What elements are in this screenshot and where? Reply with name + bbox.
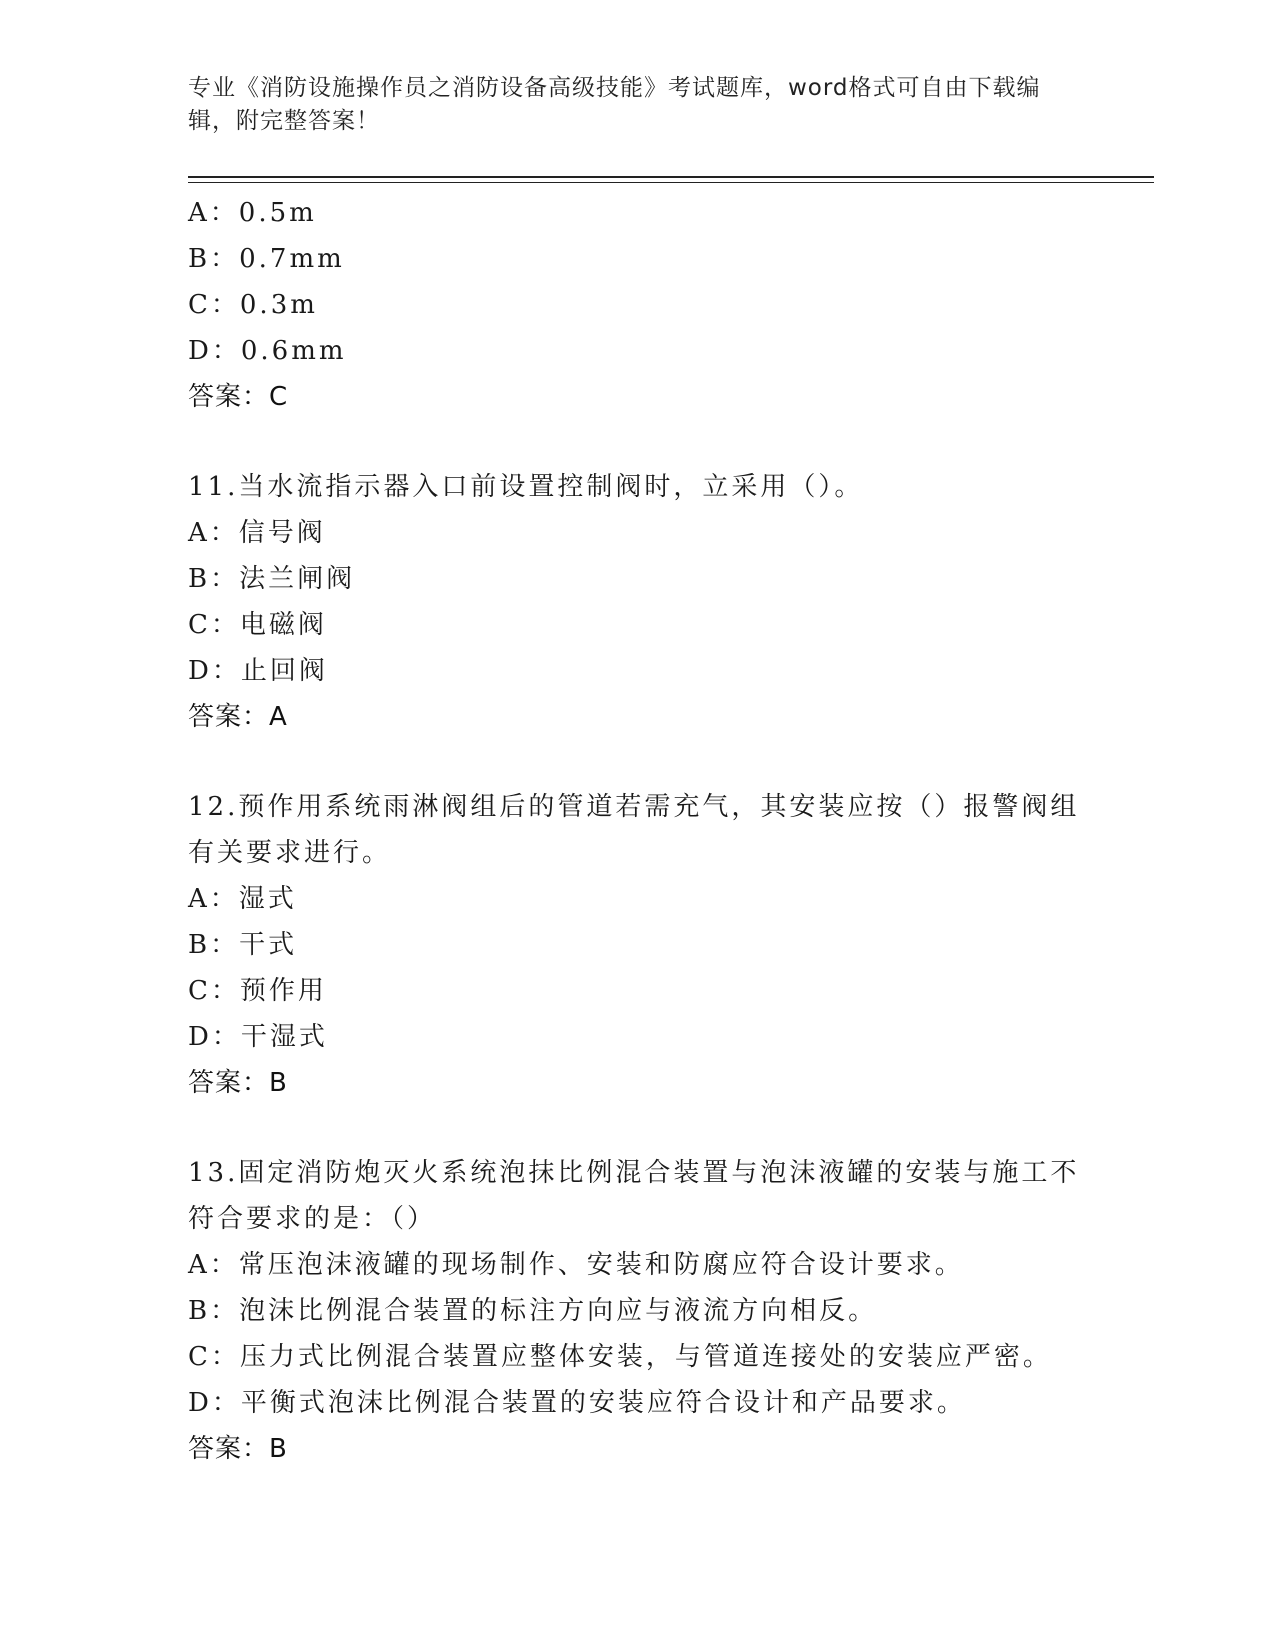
question-block-10 xyxy=(188,190,1088,420)
header-rule-thick xyxy=(188,176,1154,178)
option-c: C：电磁阀 xyxy=(188,610,327,640)
option-b: B：法兰闸阀 xyxy=(188,564,356,594)
option-b: B：泡沫比例混合装置的标注方向应与液流方向相反。 xyxy=(188,1296,878,1326)
option-b: B：干式 xyxy=(188,930,298,960)
option-c: C：压力式比例混合装置应整体安装，与管道连接处的安装应严密。 xyxy=(188,1342,1052,1372)
option-a: A：常压泡沫液罐的现场制作、安装和防腐应符合设计要求。 xyxy=(188,1250,964,1280)
answer-line: 答案：C xyxy=(188,382,289,412)
document-content xyxy=(188,190,1088,1472)
option-b: B：0.7mm xyxy=(188,244,345,274)
question-text: 13.固定消防炮灭火系统泡抹比例混合装置与泡沫液罐的安装与施工不符合要求的是：（） xyxy=(188,1158,1080,1234)
option-a: A：0.5m xyxy=(188,198,317,228)
question-text: 12.预作用系统雨淋阀组后的管道若需充气，其安装应按（）报警阀组有关要求进行。 xyxy=(188,792,1080,868)
document-header: 专业《消防设施操作员之消防设备高级技能》考试题库，word格式可自由下载编辑，附完整答案！ xyxy=(188,75,1041,134)
question-block-11 xyxy=(188,464,1088,740)
option-c: C：0.3m xyxy=(188,290,318,320)
option-d: D：平衡式泡沫比例混合装置的安装应符合设计和产品要求。 xyxy=(188,1388,966,1418)
question-block-13 xyxy=(188,1150,1088,1472)
option-d: D：0.6mm xyxy=(188,336,347,366)
answer-line: 答案：B xyxy=(188,1434,288,1464)
option-c: C：预作用 xyxy=(188,976,327,1006)
option-a: A：湿式 xyxy=(188,884,297,914)
answer-line: 答案：A xyxy=(188,702,288,732)
option-a: A：信号阀 xyxy=(188,518,326,548)
option-d: D：干湿式 xyxy=(188,1022,328,1052)
question-block-12 xyxy=(188,784,1088,1106)
answer-line: 答案：B xyxy=(188,1068,288,1098)
question-text: 11.当水流指示器入口前设置控制阀时，立采用（）。 xyxy=(188,472,864,502)
option-d: D：止回阀 xyxy=(188,656,328,686)
header-rule-thin xyxy=(188,182,1154,183)
